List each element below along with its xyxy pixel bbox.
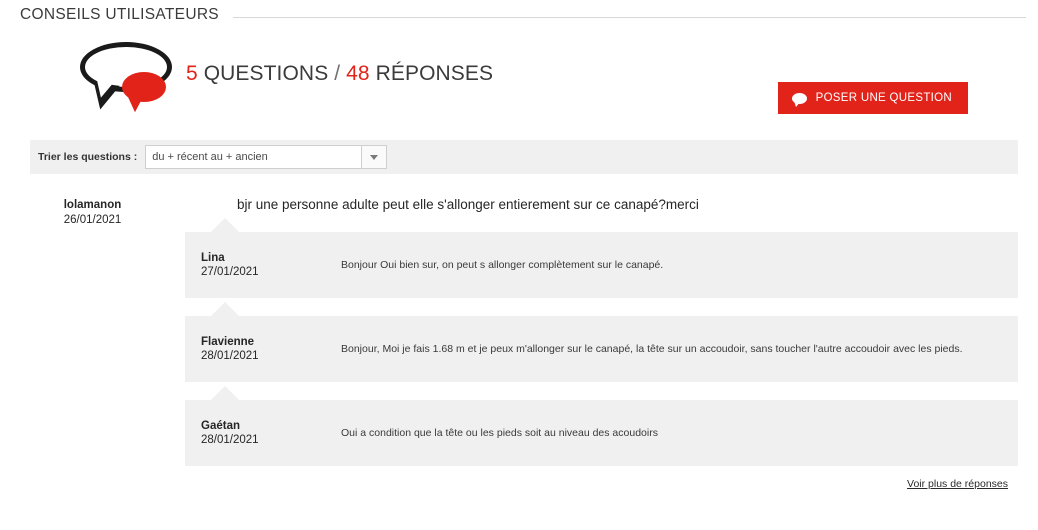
thread-content <box>185 192 1038 492</box>
answer-item <box>185 232 1018 298</box>
chat-bubble-icon <box>792 93 807 104</box>
sort-bar <box>30 140 1018 174</box>
answers-count: 48 <box>346 62 370 85</box>
answer-date: 28/01/2021 <box>201 434 259 446</box>
speech-bubble-red-tail-icon <box>127 93 147 113</box>
answer-date: 28/01/2021 <box>201 350 259 362</box>
see-more-answers-link[interactable]: Voir plus de réponses <box>907 478 1008 490</box>
sort-select[interactable] <box>145 145 387 169</box>
answer-author-name: Lina <box>201 252 225 264</box>
ask-question-button[interactable] <box>778 82 968 114</box>
ask-question-button-label: POSER UNE QUESTION <box>815 92 952 104</box>
header-divider <box>233 17 1026 18</box>
answer-author-name: Flavienne <box>201 336 255 348</box>
questions-label: QUESTIONS <box>203 62 329 85</box>
answer-text: Bonjour Oui bien sur, on peut s allonger complètement sur le canapé. <box>341 258 664 271</box>
question-thread <box>0 192 1038 492</box>
answer-notch <box>211 302 239 316</box>
question-author-block <box>0 192 185 492</box>
sort-label: Trier les questions : <box>38 151 138 163</box>
answer-author-name: Gaétan <box>201 420 240 432</box>
answer-item <box>185 316 1018 382</box>
answer-item <box>185 400 1018 466</box>
sort-select-value: du + récent au + ancien <box>152 151 268 163</box>
speech-bubble-tail-inner-icon <box>95 81 113 99</box>
page-title: CONSEILS UTILISATEURS <box>20 6 219 23</box>
answer-text: Bonjour, Moi je fais 1.68 m et je peux m'allonger sur le canapé, la tête sur un accoudoir, sans toucher l'autre accoudoir avec les pieds. <box>341 342 963 355</box>
chevron-down-icon[interactable] <box>361 146 386 168</box>
answers-label: RÉPONSES <box>375 62 494 85</box>
speech-bubbles-icon <box>80 38 180 110</box>
counts-separator: / <box>334 62 341 85</box>
answer-date: 27/01/2021 <box>201 266 259 278</box>
question-text: bjr une personne adulte peut elle s'allonger entierement sur ce canapé?merci <box>237 197 699 212</box>
question-date: 26/01/2021 <box>63 214 122 226</box>
summary-band <box>0 24 1038 124</box>
questions-count: 5 <box>186 62 198 85</box>
answer-notch <box>211 218 239 232</box>
question-author-name: lolamanon <box>63 199 122 211</box>
answer-notch <box>211 386 239 400</box>
section-header <box>0 0 1038 24</box>
answer-text: Oui a condition que la tête ou les pieds soit au niveau des acoudoirs <box>341 426 658 439</box>
counts-summary <box>186 62 493 86</box>
answer-author-block <box>201 419 341 447</box>
answer-author-block <box>201 251 341 279</box>
more-answers-row <box>185 466 1018 492</box>
answer-author-block <box>201 335 341 363</box>
